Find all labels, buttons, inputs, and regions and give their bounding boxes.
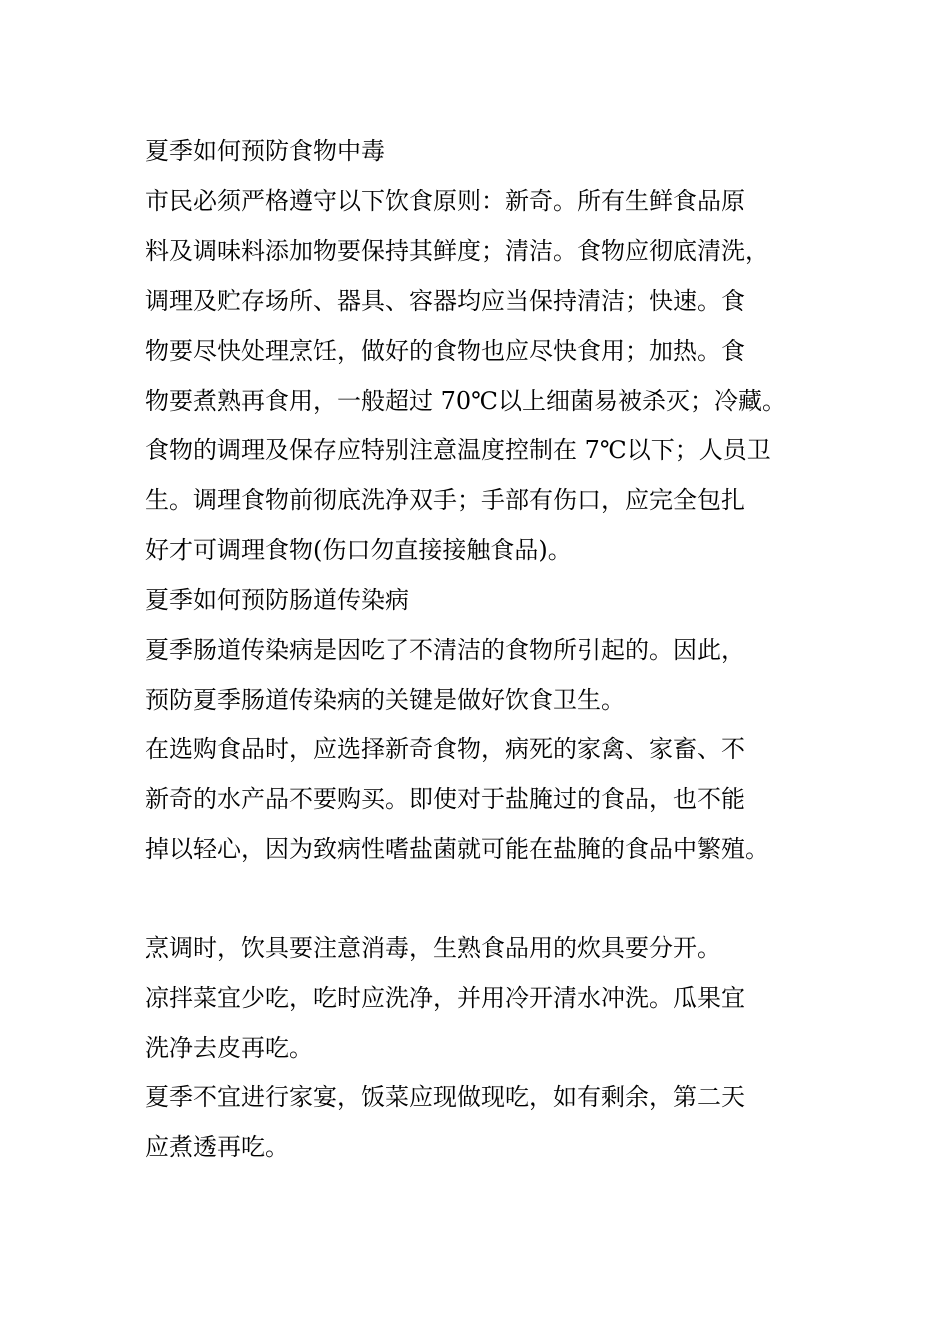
paragraph-line: 食物的调理及保存应特别注意温度控制在 7℃以下；人员卫 xyxy=(145,436,771,464)
paragraph-line: 物要尽快处理烹饪，做好的食物也应尽快食用；加热。食 xyxy=(145,337,745,365)
paragraph-line: 在选购食品时，应选择新奇食物，病死的家禽、家畜、不 xyxy=(145,735,745,763)
paragraph-line: 洗净去皮再吃。 xyxy=(145,1034,313,1062)
paragraph-line: 新奇的水产品不要购买。即使对于盐腌过的食品，也不能 xyxy=(145,785,745,813)
paragraph-line: 预防夏季肠道传染病的关键是做好饮食卫生。 xyxy=(145,686,625,714)
paragraph-line: 好才可调理食物(伤口勿直接接触食品)。 xyxy=(145,536,572,564)
heading-food-poisoning: 夏季如何预防食物中毒 xyxy=(145,137,385,165)
paragraph-line: 市民必须严格遵守以下饮食原则：新奇。所有生鲜食品原 xyxy=(145,187,745,215)
paragraph-line: 料及调味料添加物要保持其鲜度；清洁。食物应彻底清洗， xyxy=(145,237,769,265)
heading-intestinal-disease: 夏季如何预防肠道传染病 xyxy=(145,586,409,614)
paragraph-line: 掉以轻心，因为致病性嗜盐菌就可能在盐腌的食品中繁殖。 xyxy=(145,835,769,863)
paragraph-line: 物要煮熟再食用，一般超过 70℃以上细菌易被杀灭；冷藏。 xyxy=(145,387,787,415)
paragraph-line: 烹调时，饮具要注意消毒，生熟食品用的炊具要分开。 xyxy=(145,934,721,962)
paragraph-line: 夏季肠道传染病是因吃了不清洁的食物所引起的。因此， xyxy=(145,636,745,664)
paragraph-line: 应煮透再吃。 xyxy=(145,1133,289,1161)
paragraph-line: 夏季不宜进行家宴，饭菜应现做现吃，如有剩余，第二天 xyxy=(145,1083,745,1111)
paragraph-line: 生。调理食物前彻底洗净双手；手部有伤口，应完全包扎 xyxy=(145,486,745,514)
paragraph-line: 调理及贮存场所、器具、容器均应当保持清洁；快速。食 xyxy=(145,287,745,315)
paragraph-line: 凉拌菜宜少吃，吃时应洗净，并用冷开清水冲洗。瓜果宜 xyxy=(145,984,745,1012)
